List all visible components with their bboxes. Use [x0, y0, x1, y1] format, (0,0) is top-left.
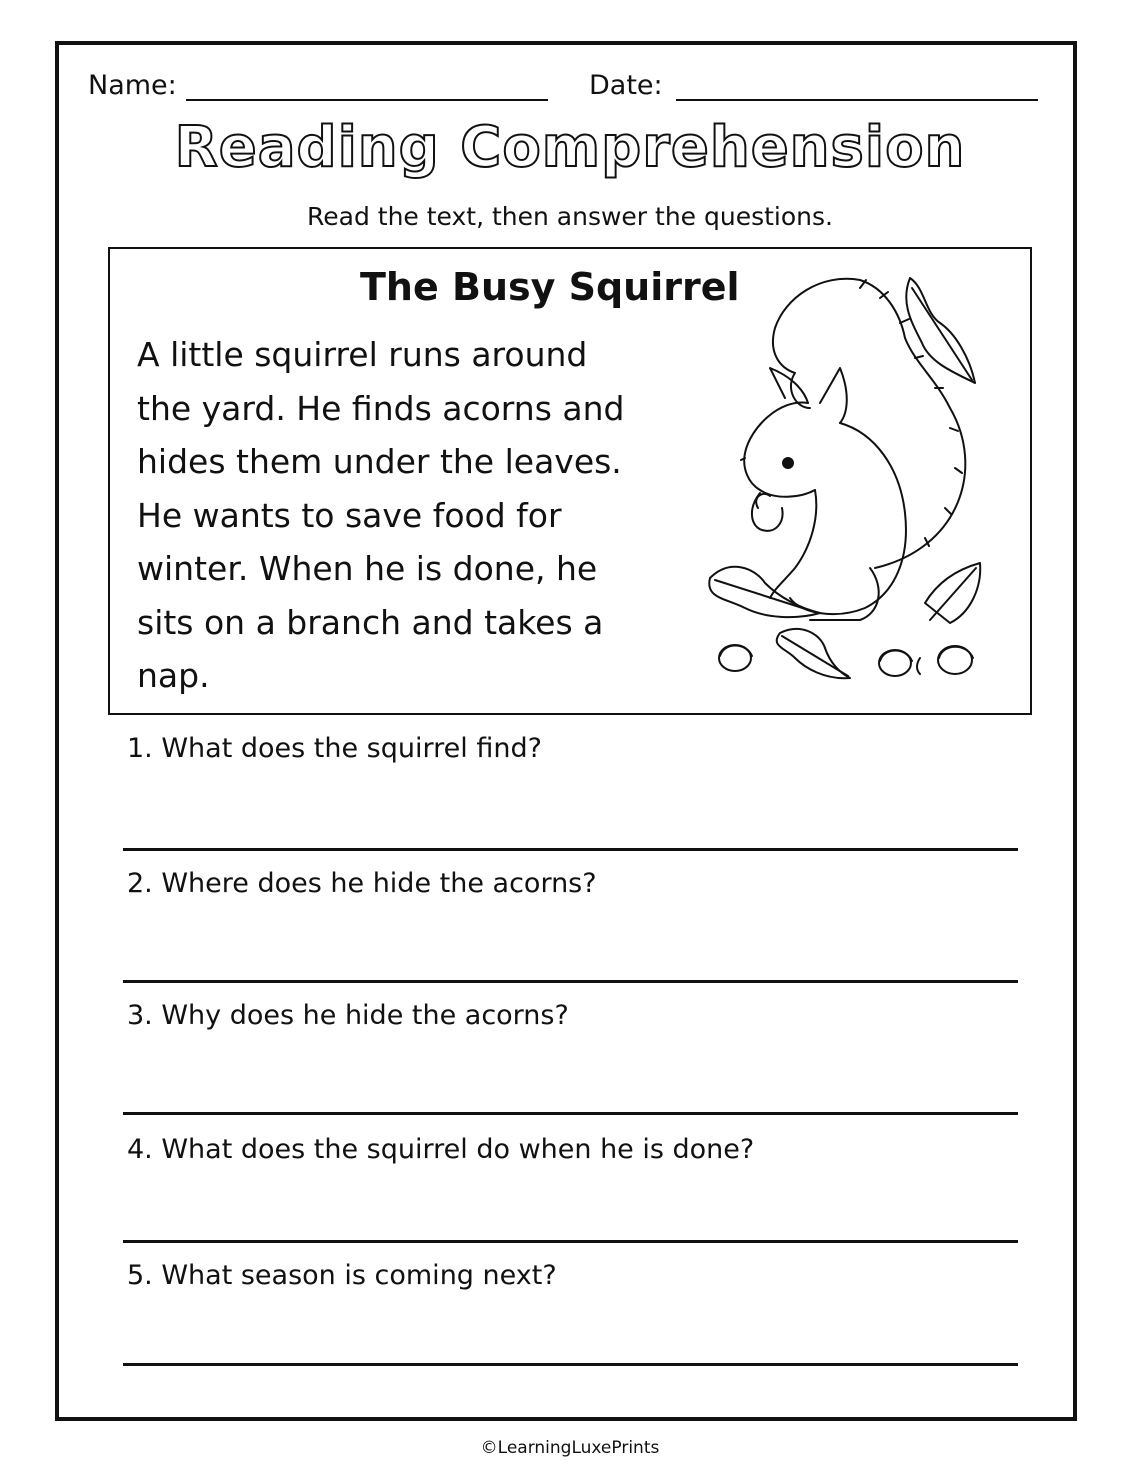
answer-line-5[interactable] [123, 1363, 1018, 1366]
name-label: Name: [88, 70, 177, 101]
question-5: 5. What season is coming next? [127, 1260, 557, 1291]
story-line: A little squirrel runs around [137, 335, 588, 374]
story-line: hides them under the leaves. [137, 442, 622, 481]
squirrel-illustration-icon [700, 268, 1000, 688]
copyright-footer: ©LearningLuxePrints [480, 1438, 660, 1458]
answer-line-2[interactable] [123, 980, 1018, 983]
question-4: 4. What does the squirrel do when he is done? [127, 1134, 755, 1165]
name-field[interactable] [186, 99, 548, 101]
instructions: Read the text, then answer the questions. [307, 202, 833, 231]
answer-line-1[interactable] [123, 848, 1018, 851]
answer-line-4[interactable] [123, 1240, 1018, 1243]
story-text [137, 328, 692, 703]
question-1: 1. What does the squirrel find? [127, 733, 542, 764]
story-line: sits on a branch and takes a [137, 602, 604, 642]
story-line: He wants to save food for [137, 495, 562, 535]
page-title: Reading Comprehension [174, 115, 966, 180]
question-2: 2. Where does he hide the acorns? [127, 868, 597, 899]
story-line: the yard. He finds acorns and [137, 388, 625, 428]
answer-line-3[interactable] [123, 1112, 1018, 1115]
story-line: winter. When he is done, he [137, 549, 598, 588]
story-line: nap. [137, 656, 210, 695]
date-field[interactable] [676, 99, 1038, 101]
date-label: Date: [589, 70, 663, 101]
question-3: 3. Why does he hide the acorns? [127, 1000, 569, 1031]
story-title: The Busy Squirrel [360, 265, 740, 309]
